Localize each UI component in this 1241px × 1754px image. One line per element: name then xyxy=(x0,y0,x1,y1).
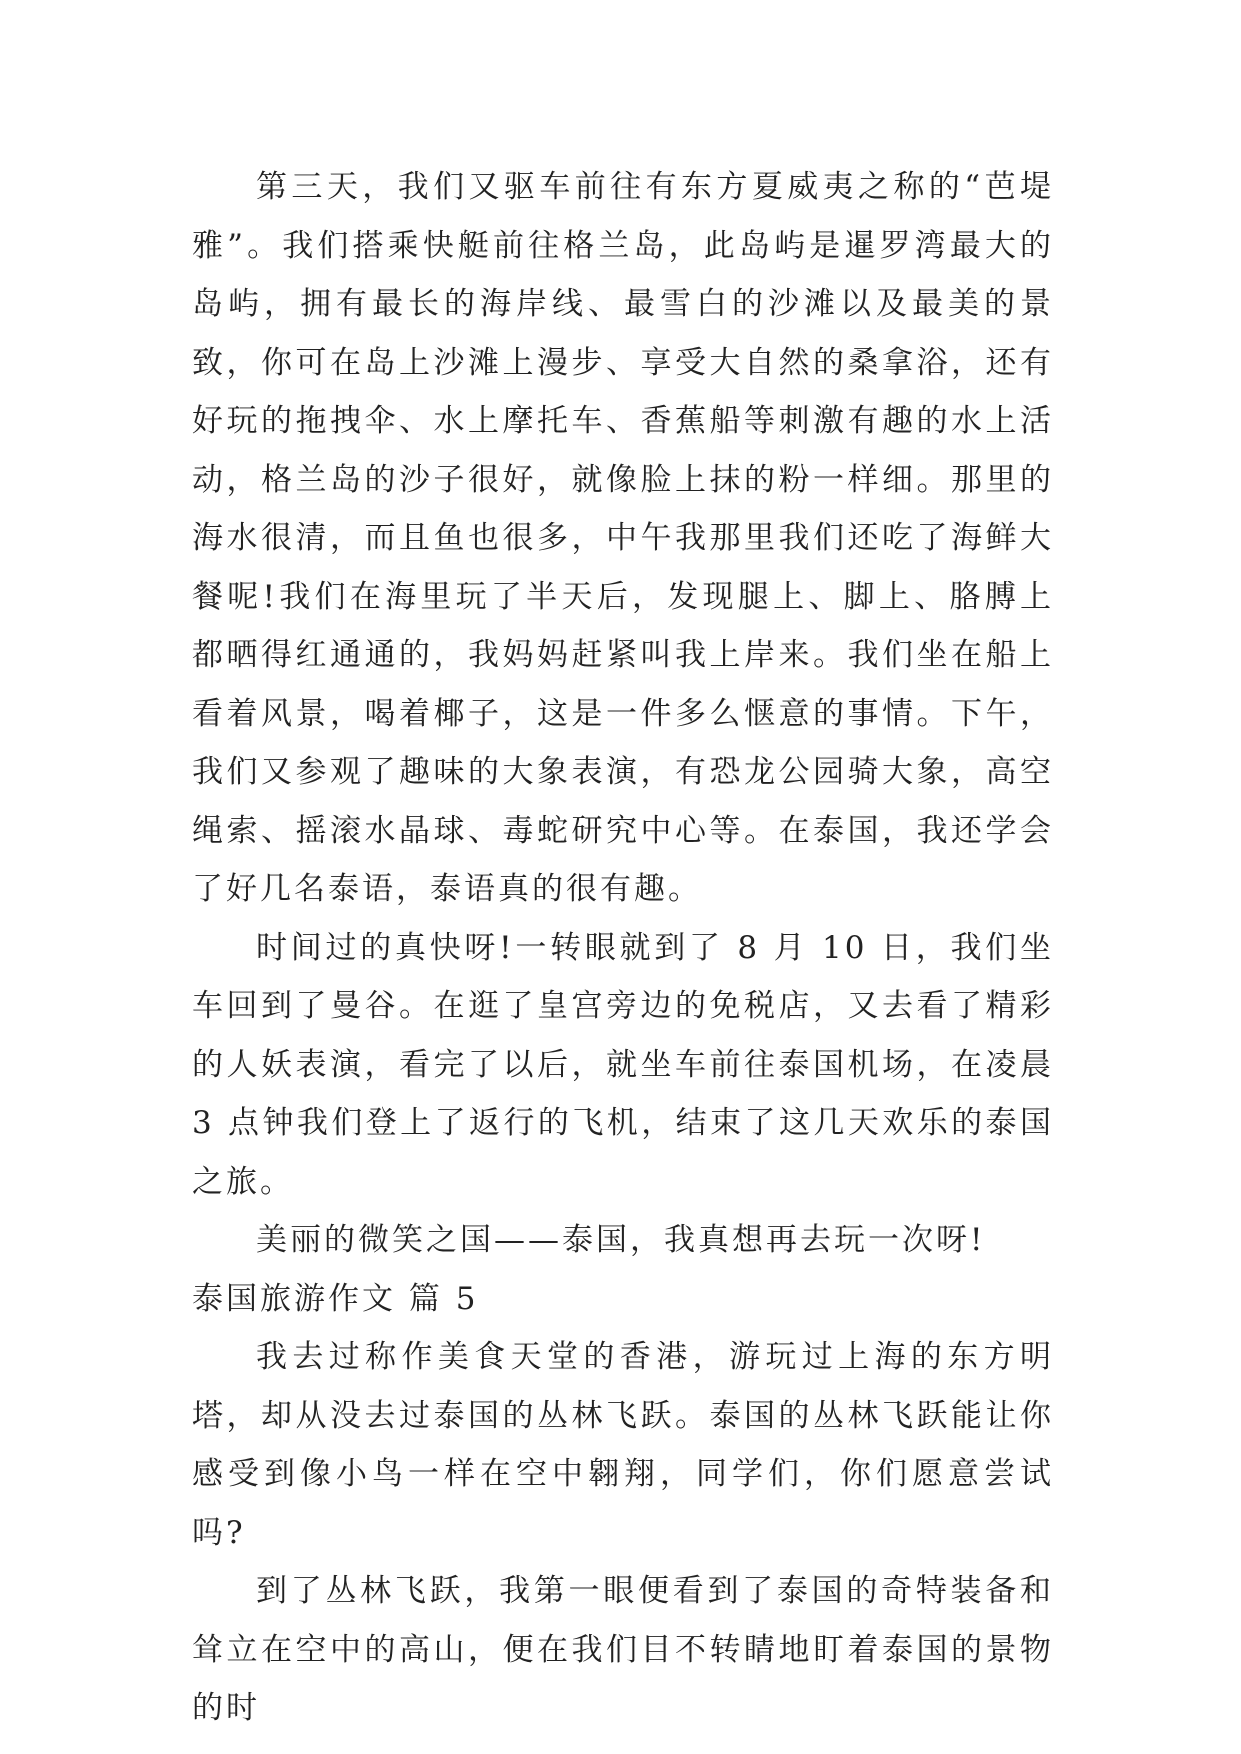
paragraph-jungle-arrival: 到了丛林飞跃，我第一眼便看到了泰国的奇特装备和耸立在空中的高山，便在我们目不转睛地盯着泰国的景物的时 xyxy=(192,1573,1054,1726)
paragraph-return-trip: 时间过的真快呀!一转眼就到了 8 月 10 日，我们坐车回到了曼谷。在逛了皇宫旁边的免税店，又去看了精彩的人妖表演，看完了以后，就坐车前往泰国机场，在凌晨 3 点钟我们登上了返行的飞机，结束了这几天欢乐的泰国之旅。 xyxy=(192,929,1054,1200)
paragraph-closing: 美丽的微笑之国——泰国，我真想再去玩一次呀! xyxy=(256,1222,986,1258)
document-body xyxy=(192,158,1054,1738)
paragraph-day-three: 第三天，我们又驱车前往有东方夏威夷之称的“芭堤雅”。我们搭乘快艇前往格兰岛，此岛屿是暹罗湾最大的岛屿，拥有最长的海岸线、最雪白的沙滩以及最美的景致，你可在岛上沙滩上漫步、享受大自然的桑拿浴，还有好玩的拖拽伞、水上摩托车、香蕉船等刺激有趣的水上活动，格兰岛的沙子很好，就像脸上抹的粉一样细。那里的海水很清，而且鱼也很多，中午我那里我们还吃了海鲜大餐呢!我们在海里玩了半天后，发现腿上、脚上、胳膊上都晒得红通通的，我妈妈赶紧叫我上岸来。我们坐在船上看着风景，喝着椰子，这是一件多么惬意的事情。下午，我们又参观了趣味的大象表演，有恐龙公园骑大象，高空绳索、摇滚水晶球、毒蛇研究中心等。在泰国，我还学会了好几名泰语，泰语真的很有趣。 xyxy=(192,169,1054,907)
paragraph-intro-jungle: 我去过称作美食天堂的香港，游玩过上海的东方明塔，却从没去过泰国的丛林飞跃。泰国的丛林飞跃能让你感受到像小鸟一样在空中翱翔，同学们，你们愿意尝试吗? xyxy=(192,1339,1054,1551)
section-heading: 泰国旅游作文 篇 5 xyxy=(192,1280,479,1317)
